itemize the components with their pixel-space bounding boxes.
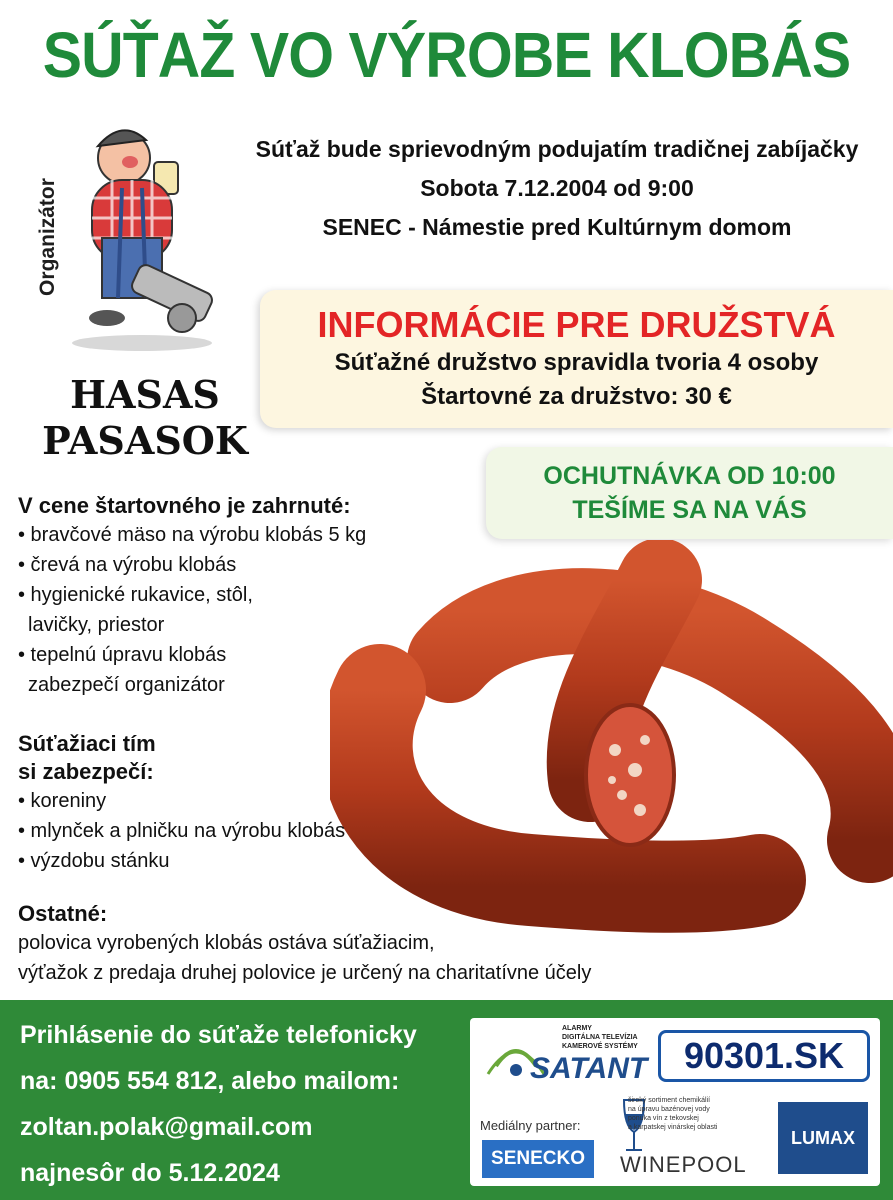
- included-item: • hygienické rukavice, stôl,: [18, 584, 253, 606]
- organizer-name-line1: HASAS: [70, 372, 220, 417]
- site-90301-logo: 90301.SK: [658, 1030, 870, 1082]
- satant-tagline-1: ALARMY: [562, 1025, 592, 1032]
- organizer-name: [20, 372, 270, 464]
- intro-line1: Súťaž bude sprievodným podujatím tradičnej zabíjačky: [255, 136, 859, 162]
- team-item: • koreniny: [18, 790, 107, 812]
- satant-tagline-3: KAMEROVÉ SYSTÉMY: [562, 1043, 638, 1050]
- tasting-greeting: TEŠÍME SA NA VÁS: [572, 496, 807, 524]
- included-item: • bravčové mäso na výrobu klobás 5 kg: [18, 524, 367, 546]
- signup-line1: Prihlásenie do súťaže telefonicky: [20, 1021, 417, 1049]
- signup-phone: na: 0905 554 812, alebo mailom:: [20, 1067, 400, 1095]
- included-section: [18, 492, 478, 700]
- other-line1: polovica vyrobených klobás ostáva súťažiacim,: [18, 932, 435, 954]
- winepool-name: WINEPOOL: [620, 1152, 747, 1177]
- winepool-tagline: [628, 1096, 758, 1132]
- tasting-box: [486, 447, 893, 539]
- team-info-box: [260, 290, 893, 428]
- butcher-mascot-illustration: [62, 118, 222, 353]
- partners-panel: [470, 1018, 880, 1186]
- winepool-tagline-2: na úpravu bazénovej vody: [628, 1106, 710, 1113]
- senecko-logo: SENECKO: [482, 1140, 594, 1178]
- winepool-tagline-3: ponuka vín z tekovskej: [628, 1115, 699, 1122]
- included-item: zabezpečí organizátor: [28, 674, 225, 696]
- included-heading: V cene štartovného je zahrnuté:: [18, 493, 351, 518]
- event-intro: [222, 130, 892, 247]
- included-item: • tepelnú úpravu klobás: [18, 644, 227, 666]
- intro-location: SENEC - Námestie pred Kultúrnym domom: [322, 214, 792, 240]
- team-info-heading: INFORMÁCIE PRE DRUŽSTVÁ: [317, 304, 836, 345]
- winepool-tagline-4: a karpatskej vinárskej oblasti: [628, 1124, 718, 1131]
- satant-name: SATANT: [530, 1052, 648, 1085]
- signup-info: [20, 1012, 480, 1196]
- winepool-tagline-1: široký sortiment chemikálií: [628, 1097, 711, 1104]
- satant-tagline-2: DIGITÁLNA TELEVÍZIA: [562, 1034, 638, 1041]
- organizer-name-line2: PASASOK: [42, 418, 248, 463]
- other-line2: výťažok z predaja druhej polovice je určený na charitatívne účely: [18, 962, 592, 984]
- poster-title: SÚŤAŽ VO VÝROBE KLOBÁS: [42, 19, 851, 91]
- team-heading-line2: si zabezpečí:: [18, 759, 154, 784]
- team-heading-line1: Súťažiaci tím: [18, 731, 156, 756]
- team-provides-section: [18, 730, 478, 876]
- satant-tagline: [562, 1024, 638, 1051]
- other-heading: Ostatné:: [18, 901, 108, 926]
- organizer-label: Organizátor: [36, 178, 59, 296]
- included-item: lavičky, priestor: [28, 614, 165, 636]
- team-size-text: Súťažné družstvo spravidla tvoria 4 osoby: [334, 349, 819, 376]
- lumax-logo: LUMAX: [778, 1102, 868, 1174]
- included-item: • črevá na výrobu klobás: [18, 554, 237, 576]
- signup-email[interactable]: zoltan.polak@gmail.com: [20, 1113, 313, 1141]
- media-partner-label: Mediálny partner:: [480, 1118, 581, 1133]
- signup-deadline: najnesôr do 5.12.2024: [20, 1159, 280, 1187]
- tasting-time: OCHUTNÁVKA OD 10:00: [543, 462, 836, 490]
- intro-date: Sobota 7.12.2004 od 9:00: [420, 175, 694, 201]
- team-item: • mlynček a plničku na výrobu klobás: [18, 820, 346, 842]
- team-item: • výzdobu stánku: [18, 850, 170, 872]
- entry-fee-text: Štartovné za družstvo: 30 €: [421, 383, 732, 410]
- other-section: [18, 900, 658, 988]
